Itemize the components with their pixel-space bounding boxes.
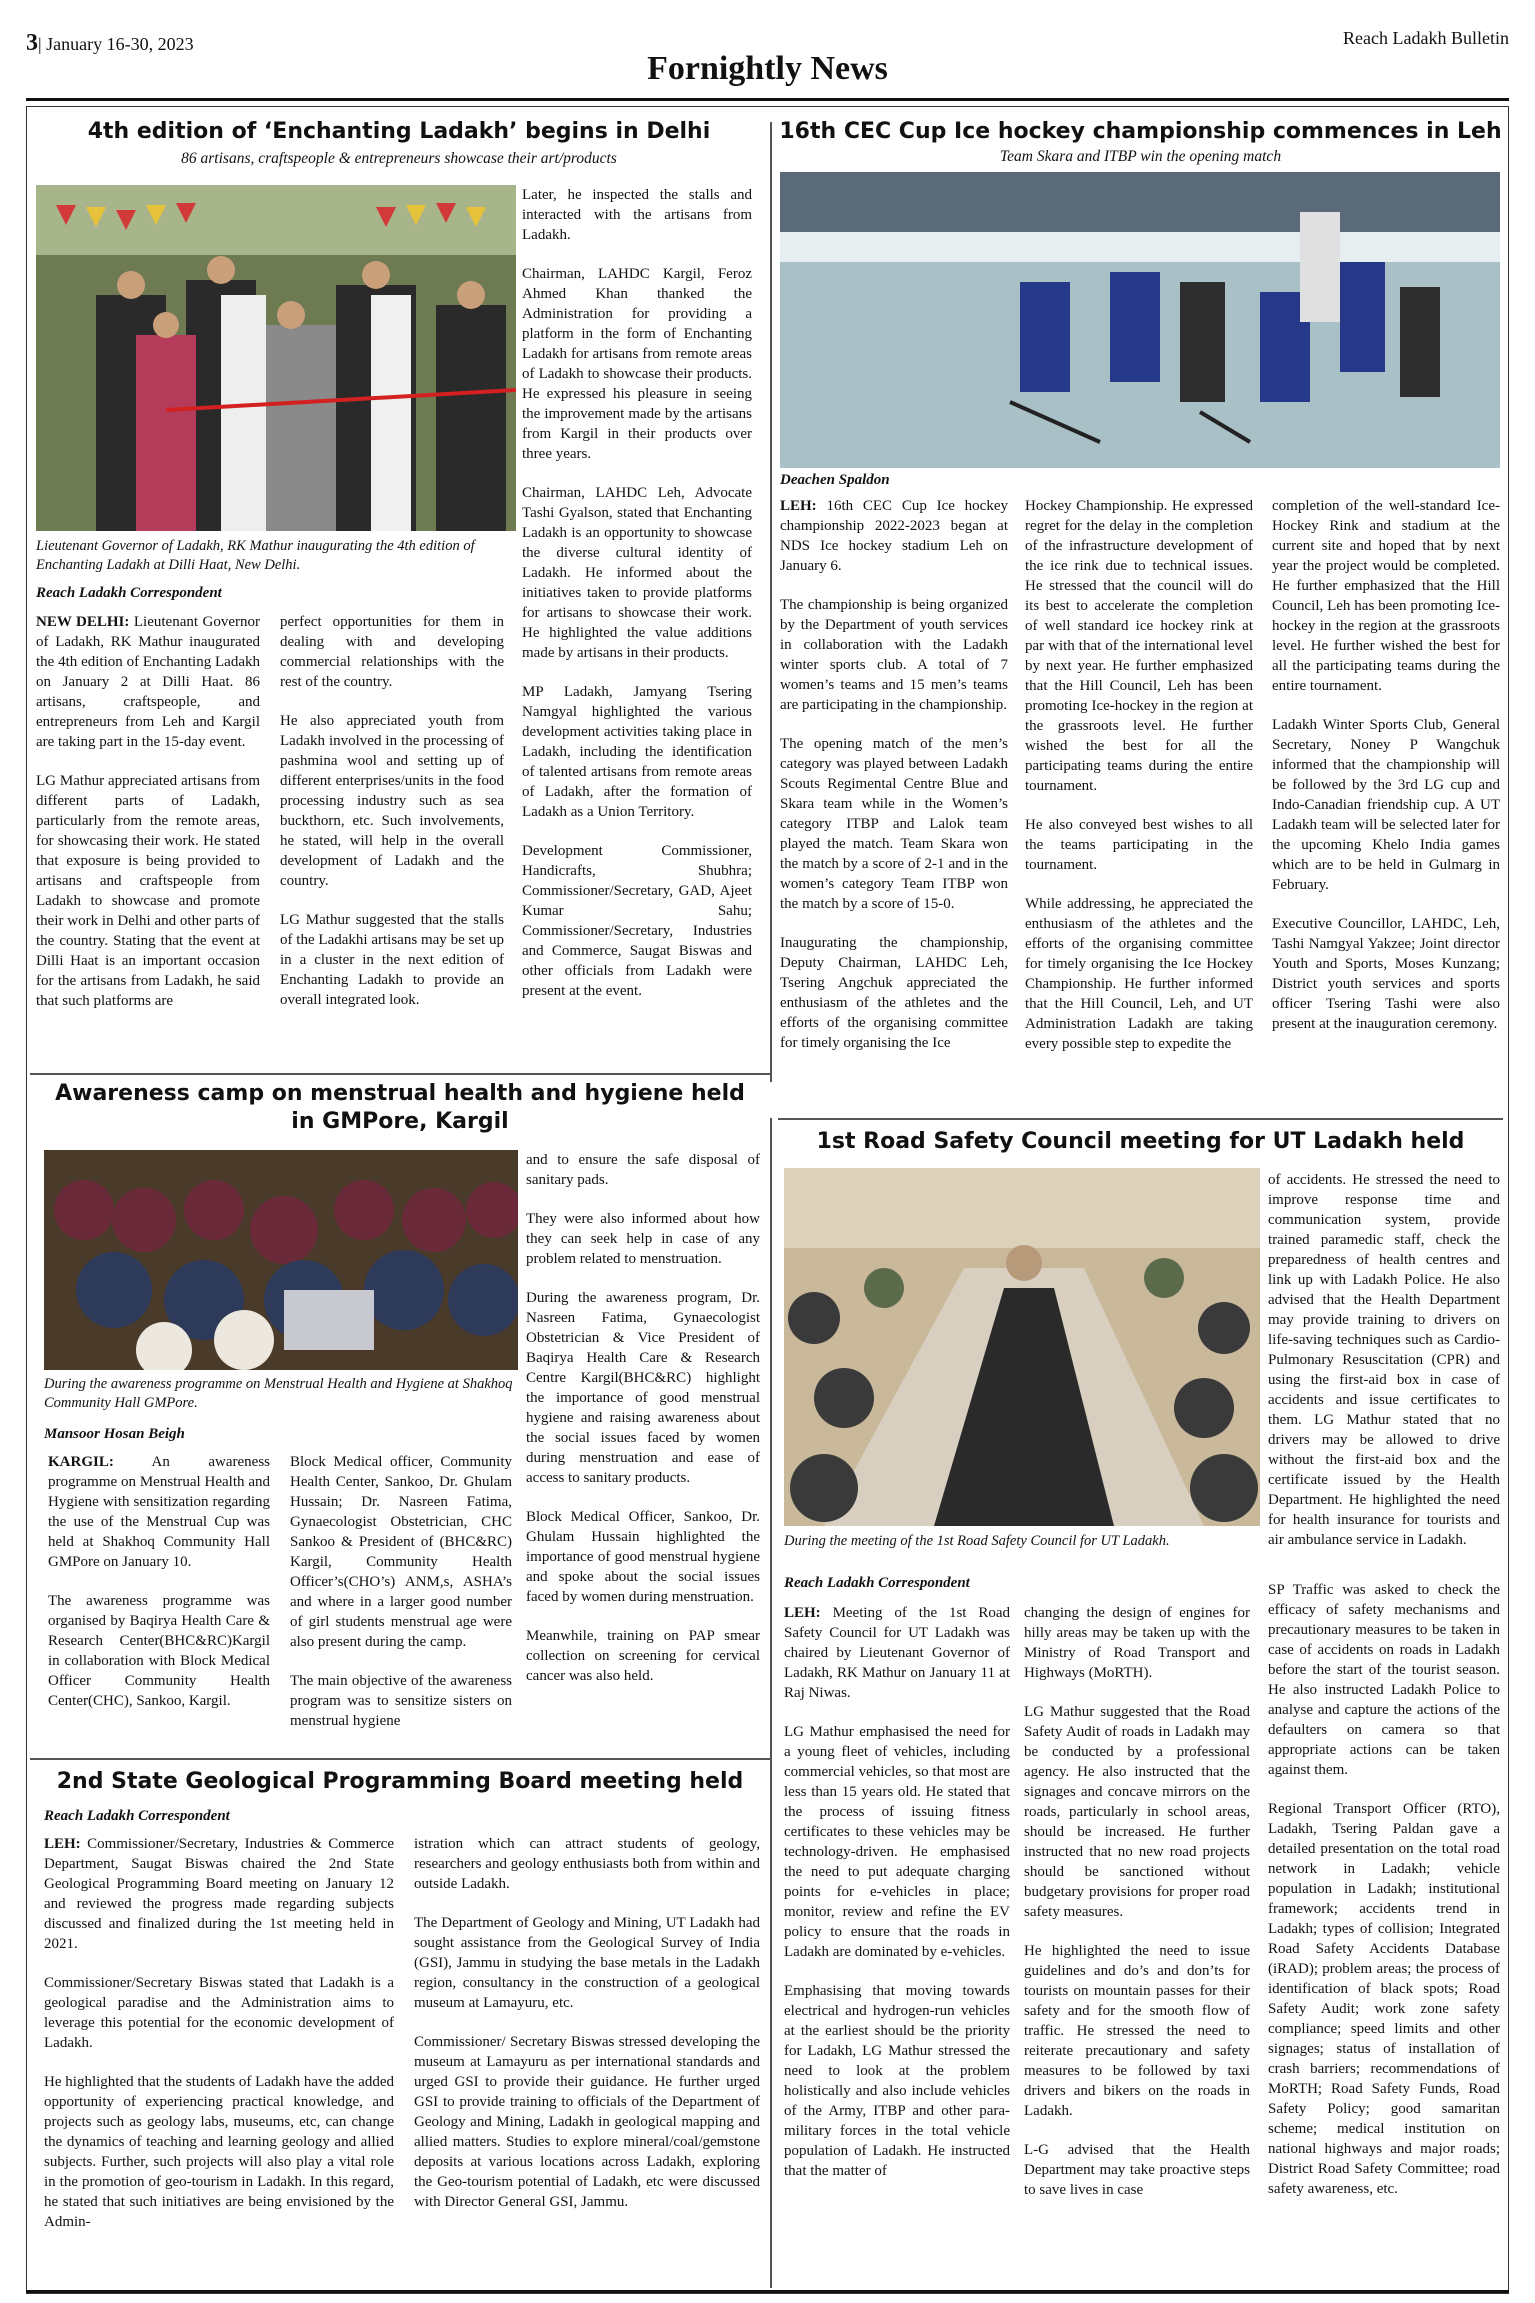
- article4-headline: 1st Road Safety Council meeting for UT Ladakh held: [816, 1129, 1465, 1154]
- paragraph: The opening match of the men’s category was played between Ladakh Scouts Regimental Centre Blue and Skara team while in the Women’s category ITBP and Lalok team played the match. Team Skara won the match by a score of 2-1 and in the women’s category Team ITBP won the match by a score of 15-0.: [780, 736, 1008, 912]
- article3-photo: [44, 1150, 518, 1370]
- paragraph: LG Mathur emphasised the need for a young fleet of vehicles, including commercial vehicles, so that most are less than 15 years old. He stated that the process of issuing fitness certificates to these vehicles may be technology-driven. He emphasised the need to put adequate charging points for e-vehicles in place; monitor, review and refine the EV policy to ensure that the roads in Ladakh are dominated by e-vehicles.: [784, 1724, 1010, 1960]
- paragraph: KARGIL: An awareness programme on Menstrual Health and Hygiene with sensitization regarding the use of the Menstrual Cup was held at Shakhoq Community Hall GMPore on January 10.: [48, 1454, 270, 1570]
- article1-column-1: [36, 612, 260, 1030]
- paragraph: Development Commissioner, Handicrafts, Shubhra; Commissioner/Secretary, GAD, Ajeet Kumar Sahu; Commissioner/Secretary, Industries and Commerce, Saugat Biswas and other officials from Ladakh were present at the event.: [522, 843, 752, 999]
- article3-headline: Awareness camp on menstrual health and hygiene held in GMPore, Kargil: [55, 1081, 745, 1134]
- page-number: 3: [26, 30, 38, 56]
- paragraph: The awareness programme was organised by Baqirya Health Care & Research Center(BHC&RC)Kargil in collaboration with Block Medical Officer Community Health Center(CHC), Sankoo, Kargil.: [48, 1593, 270, 1709]
- bottom-rule: [26, 2290, 1509, 2293]
- article1-caption: Lieutenant Governor of Ladakh, RK Mathur inaugurating the 4th edition of Enchanting Ladakh at Dilli Haat, New Delhi.: [36, 538, 475, 573]
- paragraph: LG Mathur appreciated artisans from different parts of Ladakh, particularly from the remote areas, for showcasing their work. He stated that exposure is being provided to artisans and craftspeople from Ladakh to showcase and promote their work in Delhi and other parts of the country. Stating that the event at Dilli Haat is an important occasion for the artisans from Ladakh, he said that such platforms are: [36, 773, 260, 1009]
- paragraph: He highlighted the need to issue guidelines and do’s and don’ts for tourists on mountain passes for their safety and for the smooth flow of traffic. He stressed the need to reiterate precautionary and safety measures to be followed by taxi drivers and bikers on the roads in Ladakh.: [1024, 1943, 1250, 2119]
- paragraph: He highlighted that the students of Ladakh have the added opportunity of experiencing practical knowledge, and projects such as geology labs, museums, etc, can change the dynamics of teaching and learning geology and allied subjects. Further, such projects will also play a vital role in the promotion of geo-tourism in Ladakh. In this regard, he stated that such initiatives are being envisioned by the Admin-: [44, 2074, 394, 2230]
- article3-column-1: [48, 1452, 270, 1730]
- article3-caption: During the awareness programme on Menstrual Health and Hygiene at Shakhoq Community Hall GMPore.: [44, 1376, 513, 1411]
- paragraph: LEH: 16th CEC Cup Ice hockey championship 2022-2023 began at NDS Ice hockey stadium Leh on January 6.: [780, 498, 1008, 574]
- paragraph: perfect opportunities for them in dealing with and developing commercial relationships with the rest of the country.: [280, 614, 504, 690]
- article1-column-3: [522, 185, 752, 1020]
- article4-caption: During the meeting of the 1st Road Safety Council for UT Ladakh.: [784, 1533, 1170, 1549]
- article1-headline: 4th edition of ‘Enchanting Ladakh’ begins in Delhi: [87, 119, 711, 144]
- article2-subhead: Team Skara and ITBP win the opening match: [999, 148, 1282, 165]
- article1-byline: Reach Ladakh Correspondent: [36, 585, 222, 601]
- paragraph: Block Medical Officer, Sankoo, Dr. Ghulam Hussain highlighted the importance of good menstrual hygiene and spoke about the social issues faced by women during menstruation.: [526, 1509, 760, 1605]
- paragraph: He also conveyed best wishes to all the teams participating in the tournament.: [1025, 817, 1253, 873]
- paragraph: Commissioner/ Secretary Biswas stressed developing the museum at Lamayuru as per international standards and urged GSI to provide their guidance. He further urged GSI to provide training to officials of the Department of Geology and Mining, Ladakh in geological mapping and allied matters. Studies to explore mineral/coal/gemstone deposits at various locations across Ladakh, exploring the Geo-tourism potential of Ladakh, etc were discussed with Director General GSI, Jammu.: [414, 2034, 760, 2210]
- dateline: LEH:: [780, 498, 817, 514]
- article4-column-2: [1024, 1603, 1250, 2219]
- article2-column-2: [1025, 496, 1253, 1073]
- paragraph: MP Ladakh, Jamyang Tsering Namgyal highlighted the various development activities taking place in Ladakh, including the identification of talented artisans from remote areas of Ladakh, after the formation of Ladakh as a Union Territory.: [522, 684, 752, 820]
- paragraph: Commissioner/Secretary Biswas stated that Ladakh is a geological paradise and the Administration aims to leverage this potential for the economic development of Ladakh.: [44, 1975, 394, 2051]
- paragraph: Block Medical officer, Community Health Center, Sankoo, Dr. Ghulam Hussain; Dr. Nasreen Fatima, Gynaecologist Obstetrician, CHC Sankoo & President of (BHC&RC) Kargil, Community Health Officer’s(CHO’s) ANM,s, ASHA’s and where in a larger good number of girl students menstrual age were also present during the camp.: [290, 1454, 512, 1650]
- section-title: Fornightly News: [647, 50, 888, 87]
- paragraph: Executive Councillor, LAHDC, Leh, Tashi Namgyal Yakzee; Joint director Youth and Sports, Moses Kunzang; District youth services and sports officer Tsering Tashi were also present at the inauguration ceremony.: [1272, 916, 1500, 1032]
- paragraph: The championship is being organized by the Department of youth services in collaboration with the Ladakh winter sports club. A total of 7 women’s teams and 15 men’s teams are participating in the championship.: [780, 597, 1008, 713]
- paragraph: He also appreciated youth from Ladakh involved in the processing of pashmina wool and setting up of different enterprises/units in the food processing industry such as sea buckthorn, etc. Such involvements, he stated, will help in the overall development of Ladakh and the country.: [280, 713, 504, 889]
- article2-column-3: [1272, 496, 1500, 1053]
- paragraph: istration which can attract students of geology, researchers and geology enthusiasts both from within and outside Ladakh.: [414, 1836, 760, 1892]
- article4-photo: [784, 1168, 1260, 1526]
- article5-column-2: [414, 1834, 760, 2231]
- article3-byline: Mansoor Hosan Beigh: [44, 1426, 185, 1442]
- paragraph: During the awareness program, Dr. Nasreen Fatima, Gynaecologist Obstetrician & Vice President of Baqirya Health Care & Research Centre Kargil(BHC&RC) highlight the importance of good menstrual hygiene and raising awareness about the social issues faced by women during menstruation and ease of access to sanitary products.: [526, 1290, 760, 1486]
- article4-byline: Reach Ladakh Correspondent: [784, 1575, 970, 1591]
- paragraph: The Department of Geology and Mining, UT Ladakh had sought assistance from the Geological Survey of India (GSI), Jammu in studying the base metals in the Ladakh region, consultancy in the construction of a geological museum at Lamayuru, etc.: [414, 1915, 760, 2011]
- column-divider: [770, 122, 772, 1082]
- article3-column-2: [290, 1452, 512, 1750]
- article4-column-1: [784, 1603, 1010, 2200]
- paragraph: Hockey Championship. He expressed regret for the delay in the completion of the infrastructure development of the ice rink due to technical issues. He stressed that the council will do its best to accelerate the completion of well standard ice hockey rink at par with that of the international level by next year. He further emphasized that the Hill Council, Leh has been promoting Ice-hockey in the region at the grassroots level. He further wished the best for all the participating teams during the entire tournament.: [1025, 498, 1253, 794]
- paragraph: Later, he inspected the stalls and interacted with the artisans from Ladakh.: [522, 187, 752, 243]
- paragraph: They were also informed about how they can seek help in case of any problem related to menstruation.: [526, 1211, 760, 1267]
- paragraph: and to ensure the safe disposal of sanitary pads.: [526, 1152, 760, 1188]
- paragraph: Regional Transport Officer (RTO), Ladakh, Tsering Paldan gave a detailed presentation on the total road network in Ladakh; vehicle population in Ladakh; institutional framework; accidents trend in Ladakh; types of collision; Integrated Road Safety Accidents Database (iRAD); problem areas; the process of identification of black spots; Road Safety Audit; work zone safety compliance; speed limits and other signages; status of installation of crash barriers; recommendations of MoRTH; Road Safety Funds, Road Safety Policy; good samaritan scheme; medical institution on national highways and major roads; District Road Safety Committee; road safety awareness, etc.: [1268, 1801, 1500, 2197]
- dateline: KARGIL:: [48, 1454, 114, 1470]
- article1-column-2: [280, 612, 504, 1029]
- article2-byline: Deachen Spaldon: [780, 472, 890, 488]
- paragraph: Chairman, LAHDC Kargil, Feroz Ahmed Khan thanked the Administration for providing a platform in the form of Enchanting Ladakh for artisans from remote areas of Ladakh to showcase their products. He expressed his pleasure in seeing the improvement made by the artisans from Kargil in their products over three years.: [522, 266, 752, 462]
- paragraph: of accidents. He stressed the need to improve response time and communication system, provide trained paramedic staff, check the preparedness of health centres and link up with Ladakh Police. He also advised that the Health Department may provide training to drivers on life-saving techniques such as Cardio-Pulmonary Resuscitation (CPR) and using the first-aid box in case of accidents and issue certificates to them. LG Mathur stated that no drivers may be allowed to drive without the first-aid box and the certificate issued by the Health Department. He highlighted the need for health insurance for tourists and air ambulance service in Ladakh.: [1268, 1172, 1500, 1548]
- article4-column-3: [1268, 1580, 1500, 2218]
- paragraph: Inaugurating the championship, Deputy Chairman, LAHDC Leh, Tsering Angchuk appreciated the enthusiasm of the athletes and the efforts of the organising committee for timely organising the Ice: [780, 935, 1008, 1051]
- paragraph: LEH: Meeting of the 1st Road Safety Council for UT Ladakh was chaired by Lieutenant Governor of Ladakh, RK Mathur on January 11 at Raj Niwas.: [784, 1605, 1011, 1701]
- paragraph: changing the design of engines for hilly areas may be taken up with the Ministry of Road Transport and Highways (MoRTH).: [1024, 1605, 1250, 1681]
- section-divider: [778, 1118, 1503, 1120]
- paragraph: completion of the well-standard Ice-Hockey Rink and stadium at the current site and hoped that by next year the project would be completed. He further emphasized that the Hill Council, Leh has been promoting Ice-hockey in the region at the grassroots level. He further wished the best for all the participating teams during the entire tournament.: [1272, 498, 1500, 694]
- article5-headline: 2nd State Geological Programming Board meeting held: [56, 1769, 744, 1794]
- section-divider: [30, 1073, 770, 1075]
- paragraph: NEW DELHI: Lieutenant Governor of Ladakh, RK Mathur inaugurated the 4th edition of Enchanting Ladakh on January 2 at Dilli Haat. 86 artisans, craftspeople, and entrepreneurs from Leh and Kargil are taking part in the 15-day event.: [36, 614, 260, 750]
- issue-date: | January 16-30, 2023: [38, 34, 194, 54]
- paragraph: Meanwhile, training on PAP smear collection on screening for cervical cancer was also held.: [526, 1628, 760, 1684]
- article2-column-1: [780, 496, 1008, 1072]
- paragraph: Ladakh Winter Sports Club, General Secretary, Noney P Wangchuk informed that the championship will be followed by the 3rd LG cup and Indo-Canadian friendship cup. A UT Ladakh team will be selected later for the upcoming Khelo India games which are to be held in Gulmarg in February.: [1272, 717, 1500, 893]
- article5-byline: Reach Ladakh Correspondent: [44, 1808, 230, 1824]
- article2-headline: 16th CEC Cup Ice hockey championship commences in Leh: [779, 119, 1502, 144]
- paragraph: LEH: Commissioner/Secretary, Industries & Commerce Department, Saugat Biswas chaired the 2nd State Geological Programming Board meeting on January 12 and reviewed the progress made regarding subjects discussed and finalized during the 1st meeting held in 2021.: [44, 1836, 394, 1952]
- dateline: LEH:: [44, 1836, 81, 1852]
- article5-column-1: [44, 1834, 394, 2251]
- article1-photo: [36, 185, 516, 531]
- paragraph: Chairman, LAHDC Leh, Advocate Tashi Gyalson, stated that Enchanting Ladakh is an opportunity to showcase the diverse cultural identity of Ladakh. He informed about the initiatives taken to provide platforms for artisans to showcase their work. He highlighted the value additions made by artisans in their products.: [522, 485, 752, 661]
- paragraph: L-G advised that the Health Department may take proactive steps to save lives in case: [1024, 2142, 1250, 2198]
- article1-subhead: 86 artisans, craftspeople & entrepreneurs showcase their art/products: [181, 150, 617, 167]
- column-divider: [770, 1118, 772, 2288]
- publication-name: Reach Ladakh Bulletin: [1343, 28, 1509, 48]
- paragraph: The main objective of the awareness program was to sensitize sisters on menstrual hygiene: [290, 1673, 512, 1729]
- top-rule: [26, 98, 1509, 101]
- paragraph: While addressing, he appreciated the enthusiasm of the athletes and the efforts of the organising committee for timely organising the Ice Hockey Championship. He further informed that the Hill Council, Leh, and UT Administration Ladakh are taking every possible step to expedite the: [1025, 896, 1253, 1052]
- paragraph: LG Mathur suggested that the stalls of the Ladakhi artisans may be set up in a cluster in the next edition of Enchanting Ladakh to provide an overall integrated look.: [280, 912, 504, 1008]
- article3-column-3: [526, 1150, 760, 1705]
- article2-photo: [780, 172, 1500, 468]
- dateline: LEH:: [784, 1605, 821, 1621]
- section-divider: [30, 1758, 770, 1760]
- paragraph: LG Mathur suggested that the Road Safety Audit of roads in Ladakh may be conducted by a professional agency. He also instructed that the signages and concave mirrors on the roads, particularly in school areas, should be increased. He further instructed that no new road projects should be sanctioned without budgetary provisions for proper road safety measures.: [1024, 1704, 1250, 1920]
- paragraph: SP Traffic was asked to check the efficacy of safety mechanisms and precautionary measures to be taken in case of accidents on roads in Ladakh before the start of the tourist season. He also instructed Ladakh Police to analyse and capture the actions of the defaulters on camera so that appropriate actions can be taken against them.: [1268, 1582, 1500, 1778]
- dateline: NEW DELHI:: [36, 614, 130, 630]
- paragraph: Emphasising that moving towards electrical and hydrogen-run vehicles at the earliest should be the priority for Ladakh, LG Mathur stressed the need to look at the problem holistically and also include vehicles of the Army, ITBP and other para-military forces in the total vehicle population of Ladakh. He instructed that the matter of: [784, 1983, 1010, 2179]
- article4-column-3-top: [1268, 1170, 1500, 1569]
